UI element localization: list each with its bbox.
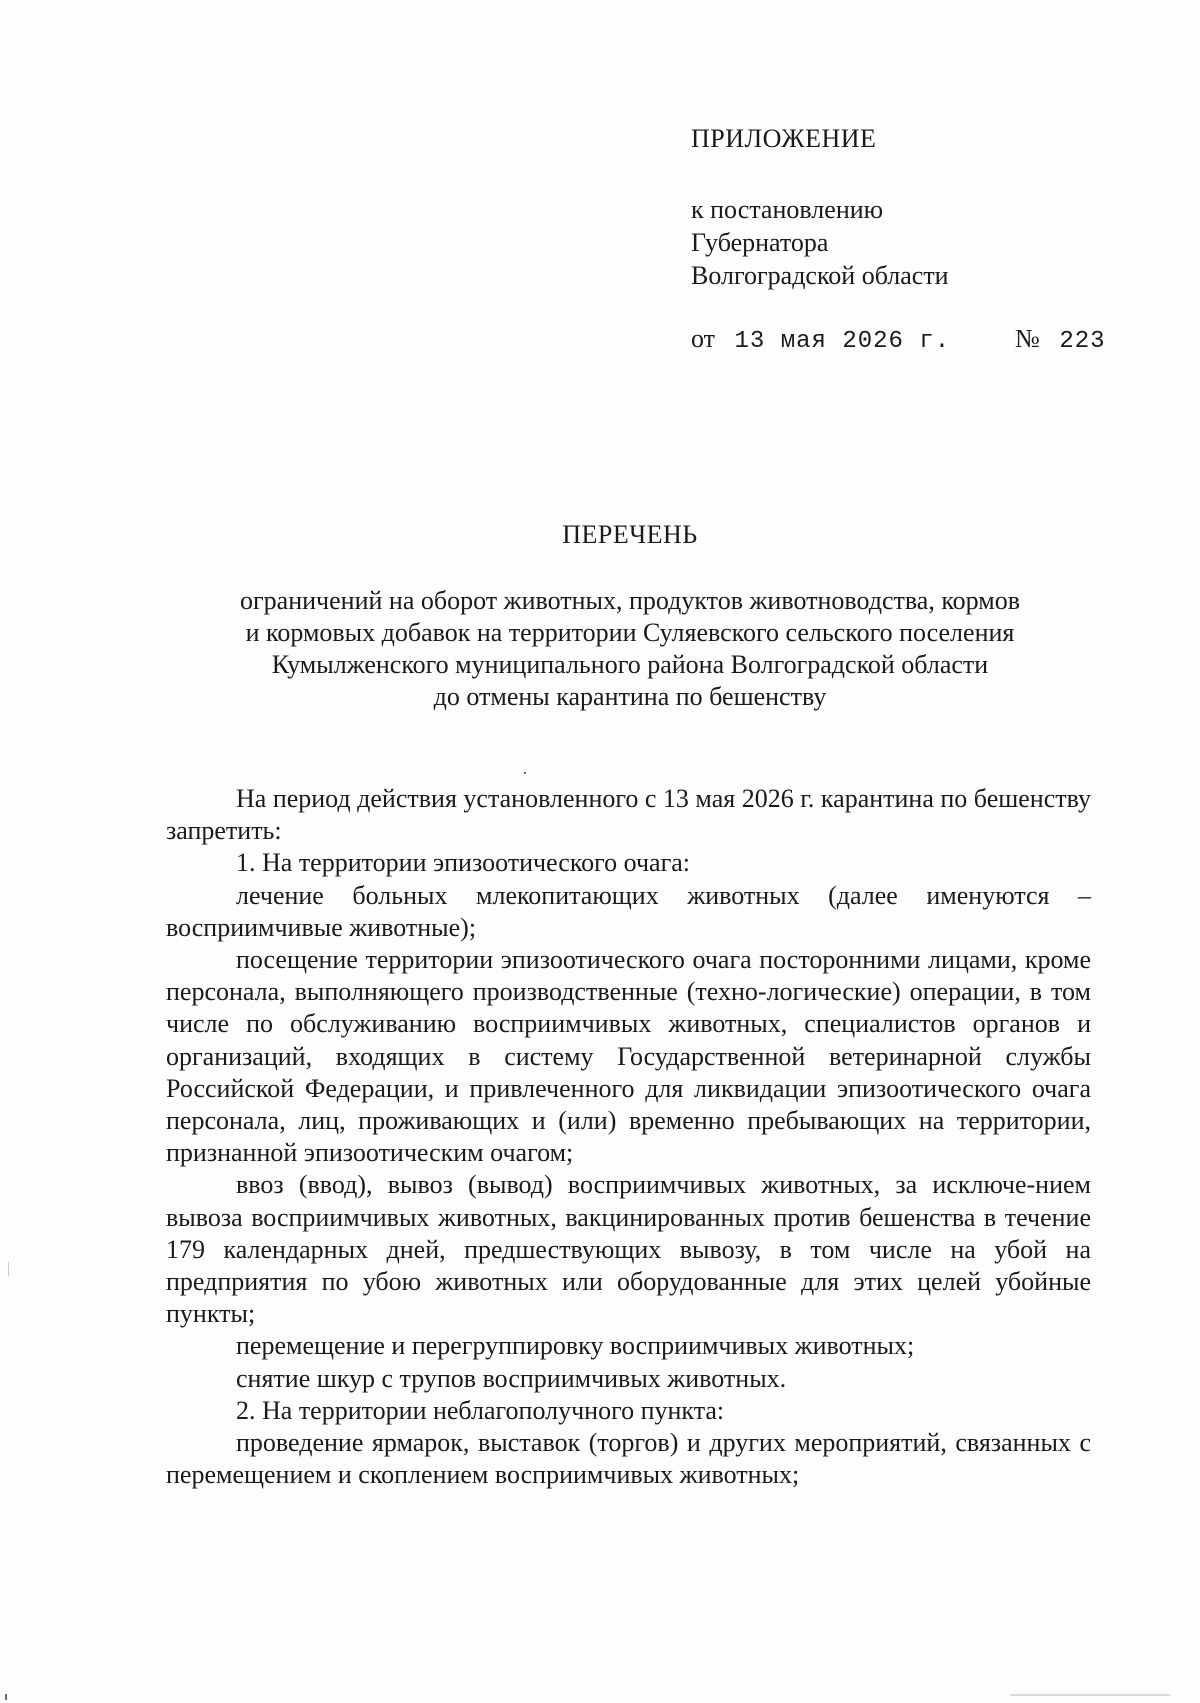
paragraph-item-1: 1. На территории эпизоотического очага: xyxy=(236,848,691,878)
paragraph-skinning: снятие шкур с трупов восприимчивых животных. xyxy=(236,1363,787,1393)
appendix-heading: ПРИЛОЖЕНИЕ xyxy=(691,124,877,153)
scan-dot xyxy=(8,1262,9,1276)
paragraph-treatment: лечение больных млекопитающих животных (далее именуются – восприимчивые животные); xyxy=(166,880,1091,942)
subtitle-line-1: ограничений на оборот животных, продуктов животноводства, кормов xyxy=(240,586,1020,615)
paragraph-import-export: ввоз (ввод), вывоз (вывод) восприимчивых животных, за исключе-нием вывоза восприимчивых животных, вакцинированных против бешенства в течение 179 календарных дней, предшествующих вывозу, в том числе на убой на предприятия по убою животных или оборудованные для этих целей убойные пункты; xyxy=(166,1170,1091,1329)
document-subtitle xyxy=(160,585,1100,713)
appendix-line-1: к постановлению xyxy=(691,195,884,224)
paragraph-item-2: 2. На территории неблагополучного пункта: xyxy=(236,1395,725,1425)
scan-dot xyxy=(5,1694,7,1700)
paragraph-fairs: проведение ярмарок, выставок (торгов) и других мероприятий, связанных с перемещением и скоплением восприимчивых животных; xyxy=(166,1428,1091,1490)
appendix-block xyxy=(691,122,949,292)
decree-number: 223 xyxy=(1059,328,1106,355)
appendix-line-2: Губернатора xyxy=(691,228,829,257)
paragraph-regrouping: перемещение и перегруппировку восприимчивых животных; xyxy=(236,1331,915,1361)
subtitle-line-3: Кумылженского муниципального района Волгоградской области xyxy=(271,650,989,679)
decree-date-number xyxy=(691,322,1111,358)
body-text xyxy=(166,783,1091,1491)
paragraph-visits: посещение территории эпизоотического очага посторонними лицами, кроме персонала, выполняющего производственные (техно-логические) операции, в том числе по обслуживанию восприимчивых животных, специалистов органов и организаций, входящих в систему Государственной ветеринарной службы Российской Федерации, и привлеченного для ликвидации эпизоотического очага персонала, лиц, проживающих и (или) временно пребывающих на территории, признанной эпизоотическим очагом; xyxy=(166,945,1091,1168)
scan-dot xyxy=(1010,1694,1170,1696)
paragraph-intro: На период действия установленного с 13 мая 2026 г. карантина по бешенству запретить: xyxy=(166,784,1091,846)
decree-number-label: № xyxy=(1015,324,1040,353)
decree-from-label: от xyxy=(691,324,716,353)
document-title: ПЕРЕЧЕНЬ xyxy=(562,520,698,549)
decree-date: 13 мая 2026 г. xyxy=(734,328,951,355)
subtitle-line-4: до отмены карантина по бешенству xyxy=(433,682,827,711)
scan-dot xyxy=(524,772,526,774)
appendix-line-3: Волгоградской области xyxy=(691,261,949,290)
subtitle-line-2: и кормовых добавок на территории Суляевского сельского поселения xyxy=(245,618,1015,647)
